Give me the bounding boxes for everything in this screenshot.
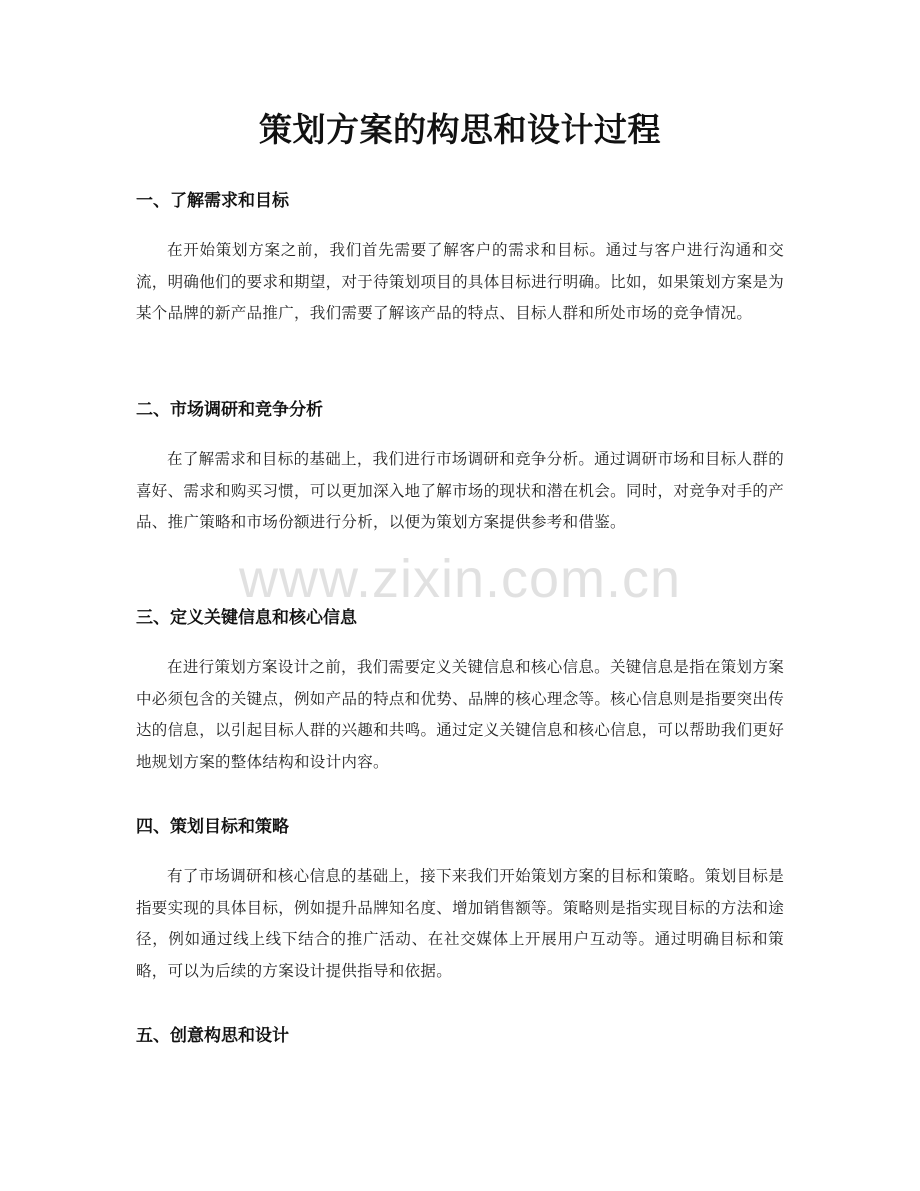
section-paragraph-2: 在了解需求和目标的基础上，我们进行市场调研和竞争分析。通过调研市场和目标人群的喜好、需求和购买习惯，可以更加深入地了解市场的现状和潜在机会。同时，对竞争对手的产品、推广策略和市场份额进行分析，以便为策划方案提供参考和借鉴。 [136,450,784,531]
watermark: www.zixin.com.cn [238,549,682,609]
section-heading-1: 一、了解需求和目标 [136,191,289,211]
section-paragraph-1: 在开始策划方案之前，我们首先需要了解客户的需求和目标。通过与客户进行沟通和交流，明确他们的要求和期望，对于待策划项目的具体目标进行明确。比如，如果策划方案是为某个品牌的新产品推广，我们需要了解该产品的特点、目标人群和所处市场的竞争情况。 [136,241,784,322]
document-title: 策划方案的构思和设计过程 [259,110,661,149]
section-heading-4: 四、策划目标和策略 [136,817,289,837]
section-heading-2: 二、市场调研和竞争分析 [136,400,323,420]
section-heading-3: 三、定义关键信息和核心信息 [136,608,357,628]
section-paragraph-4: 有了市场调研和核心信息的基础上，接下来我们开始策划方案的目标和策略。策划目标是指要实现的具体目标，例如提升品牌知名度、增加销售额等。策略则是指实现目标的方法和途径，例如通过线上线下结合的推广活动、在社交媒体上开展用户互动等。通过明确目标和策略，可以为后续的方案设计提供指导和依据。 [136,867,784,980]
section-paragraph-3: 在进行策划方案设计之前，我们需要定义关键信息和核心信息。关键信息是指在策划方案中必须包含的关键点，例如产品的特点和优势、品牌的核心理念等。核心信息则是指要突出传达的信息，以引起目标人群的兴趣和共鸣。通过定义关键信息和核心信息，可以帮助我们更好地规划方案的整体结构和设计内容。 [136,658,784,771]
section-heading-5: 五、创意构思和设计 [136,1026,289,1046]
